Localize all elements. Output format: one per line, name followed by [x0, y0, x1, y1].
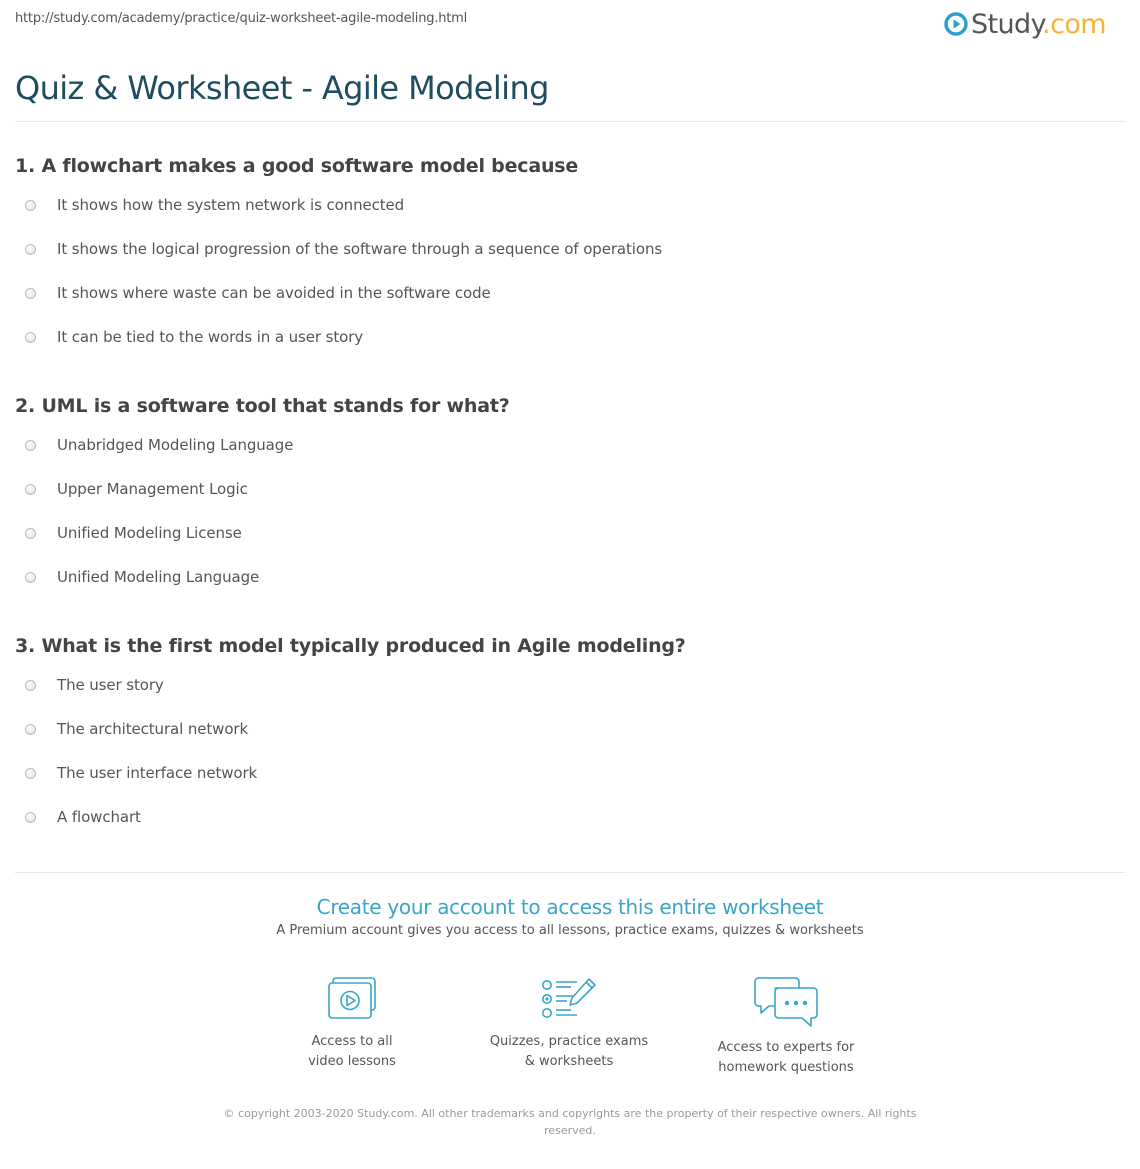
radio-button[interactable] — [25, 724, 36, 735]
feature-label-line2: & worksheets — [524, 1054, 614, 1069]
answer-list — [15, 675, 1125, 851]
radio-button[interactable] — [25, 572, 36, 583]
feature-label-line1: Access to experts for — [717, 1040, 855, 1055]
question-title: 3. What is the first model typically produced in Agile modeling? — [15, 635, 686, 657]
feature-label — [262, 1032, 442, 1072]
answer-option[interactable] — [15, 435, 1125, 479]
answer-list — [15, 195, 1125, 371]
answer-label: A flowchart — [57, 808, 141, 826]
page-title: Quiz & Worksheet - Agile Modeling — [15, 69, 549, 107]
answer-label: The user interface network — [57, 764, 258, 782]
signup-cta — [0, 895, 1140, 938]
answer-option[interactable] — [15, 327, 1125, 371]
top-bar — [0, 0, 1140, 44]
answer-option[interactable] — [15, 567, 1125, 611]
answer-option[interactable] — [15, 195, 1125, 239]
answer-label: Unified Modeling License — [57, 524, 242, 542]
radio-button[interactable] — [25, 288, 36, 299]
chat-bubble-icon — [753, 976, 819, 1028]
cta-divider — [15, 872, 1125, 873]
play-circle-icon — [944, 12, 968, 36]
answer-option[interactable] — [15, 523, 1125, 567]
feature-label-line1: Access to all — [311, 1034, 393, 1049]
radio-button[interactable] — [25, 812, 36, 823]
logo-word: Study — [971, 8, 1043, 40]
answer-option[interactable] — [15, 283, 1125, 327]
answer-label: Unified Modeling Language — [57, 568, 260, 586]
radio-button[interactable] — [25, 484, 36, 495]
question-title: 1. A flowchart makes a good software model because — [15, 155, 579, 177]
answer-label: It shows where waste can be avoided in the software code — [57, 284, 491, 302]
answer-label: It shows how the system network is connected — [57, 196, 405, 214]
answer-option[interactable] — [15, 479, 1125, 523]
question-2 — [15, 393, 1125, 611]
feature-label-line1: Quizzes, practice exams — [489, 1034, 649, 1049]
feature-label-line2: homework questions — [718, 1060, 854, 1075]
answer-label: Unabridged Modeling Language — [57, 436, 294, 454]
radio-button[interactable] — [25, 244, 36, 255]
question-title: 2. UML is a software tool that stands for what? — [15, 395, 510, 417]
answer-label: It can be tied to the words in a user story — [57, 328, 364, 346]
logo-domain: .com — [1042, 8, 1106, 40]
answer-label: Upper Management Logic — [57, 480, 248, 498]
answer-list — [15, 435, 1125, 611]
copyright-line1: © copyright 2003-2020 Study.com. All other trademarks and copyrights are the property of their respective owners. All rights — [223, 1107, 917, 1120]
answer-label: The architectural network — [57, 720, 249, 738]
title-divider — [15, 121, 1125, 122]
cta-subtitle: A Premium account gives you access to all lessons, practice exams, quizzes & worksheets — [276, 923, 864, 938]
video-lessons-icon — [326, 976, 378, 1022]
answer-option[interactable] — [15, 763, 1125, 807]
study-logo[interactable] — [944, 8, 1106, 40]
answer-option[interactable] — [15, 675, 1125, 719]
feature-list — [0, 976, 1140, 1076]
radio-button[interactable] — [25, 528, 36, 539]
radio-button[interactable] — [25, 680, 36, 691]
feature-label — [479, 1032, 659, 1072]
radio-button[interactable] — [25, 768, 36, 779]
answer-option[interactable] — [15, 807, 1125, 851]
answer-option[interactable] — [15, 719, 1125, 763]
feature-experts — [696, 976, 876, 1078]
feature-quizzes — [479, 976, 659, 1072]
question-1 — [15, 153, 1125, 371]
answer-label: The user story — [57, 676, 164, 694]
quiz-checklist-icon — [541, 976, 597, 1022]
page-url: http://study.com/academy/practice/quiz-worksheet-agile-modeling.html — [15, 11, 468, 26]
feature-video-lessons — [262, 976, 442, 1072]
feature-label-line2: video lessons — [308, 1054, 396, 1069]
radio-button[interactable] — [25, 200, 36, 211]
copyright-line2: reserved. — [544, 1124, 596, 1137]
cta-title-link[interactable]: Create your account to access this entire worksheet — [316, 895, 824, 919]
answer-label: It shows the logical progression of the software through a sequence of operations — [57, 240, 663, 258]
radio-button[interactable] — [25, 440, 36, 451]
radio-button[interactable] — [25, 332, 36, 343]
feature-label — [696, 1038, 876, 1078]
answer-option[interactable] — [15, 239, 1125, 283]
question-3 — [15, 633, 1125, 851]
copyright-footer — [210, 1105, 930, 1139]
logo-text — [971, 8, 1106, 40]
